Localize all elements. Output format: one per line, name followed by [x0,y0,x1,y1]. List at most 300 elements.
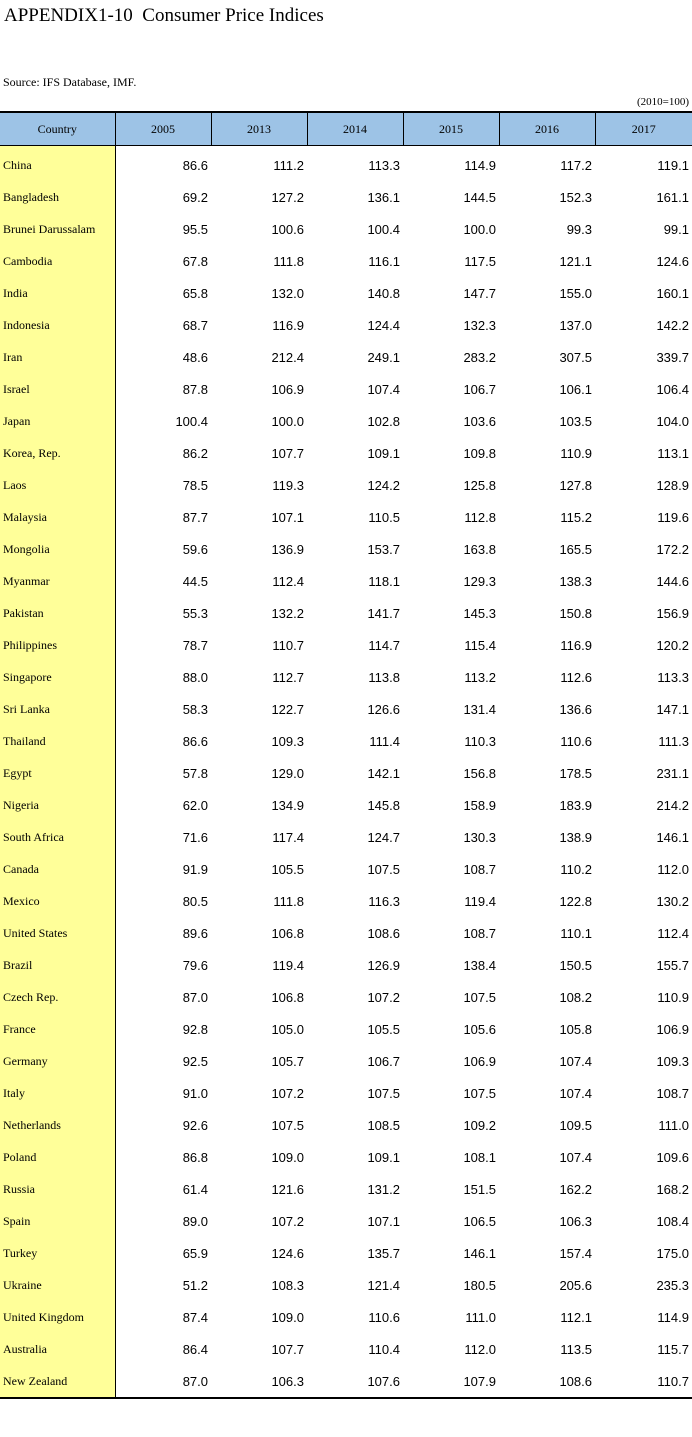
value-cell: 106.9 [463,1053,496,1069]
country-cell: Poland [0,1141,115,1173]
value-cell: 88.0 [182,669,208,685]
table-row [0,501,692,533]
value-cell: 124.2 [367,477,400,493]
value-cell: 283.2 [463,349,496,365]
value-cell: 124.6 [656,253,689,269]
value-cell: 108.7 [463,861,496,877]
value-cell: 89.0 [182,1213,208,1229]
value-cell: 102.8 [367,413,400,429]
header-row [0,112,692,146]
value-cell: 108.2 [559,989,592,1005]
country-cell: China [0,146,115,182]
value-cell: 150.5 [559,957,592,973]
value-cell: 119.3 [272,477,304,493]
table-row [0,1013,692,1045]
country-cell: Philippines [0,629,115,661]
table-row [0,1045,692,1077]
value-cell: 117.4 [272,829,304,845]
value-cell: 106.3 [271,1373,304,1389]
value-cell: 172.2 [656,541,689,557]
value-cell: 118.1 [368,573,400,589]
value-cell: 231.1 [656,765,689,781]
table-row [0,629,692,661]
value-cell: 126.6 [367,701,400,717]
value-cell: 113.2 [464,669,496,685]
value-cell: 155.0 [559,285,592,301]
value-cell: 107.1 [367,1213,400,1229]
value-cell: 110.1 [560,925,592,941]
value-cell: 125.8 [463,477,496,493]
value-cell: 175.0 [656,1245,689,1261]
column-header-2016: 2016 [499,112,595,146]
country-cell: Italy [0,1077,115,1109]
country-cell: Netherlands [0,1109,115,1141]
value-cell: 108.6 [559,1373,592,1389]
value-cell: 156.9 [656,605,689,621]
value-cell: 114.9 [657,1309,689,1325]
value-cell: 114.7 [368,637,400,653]
table-row [0,1333,692,1365]
value-cell: 107.7 [271,445,304,461]
country-cell: South Africa [0,821,115,853]
value-cell: 307.5 [559,349,592,365]
country-cell: New Zealand [0,1365,115,1398]
table-row [0,565,692,597]
value-cell: 107.5 [463,1085,496,1101]
column-header-2017: 2017 [595,112,692,146]
page-title: APPENDIX1-10 Consumer Price Indices [4,5,324,26]
value-cell: 107.2 [271,1213,304,1229]
value-cell: 132.3 [463,317,496,333]
value-cell: 92.6 [182,1117,208,1133]
table-row [0,146,692,182]
column-header-2015: 2015 [403,112,499,146]
table-row [0,757,692,789]
value-cell: 122.8 [559,893,592,909]
country-cell: Russia [0,1173,115,1205]
table-row [0,437,692,469]
value-cell: 109.3 [656,1053,689,1069]
value-cell: 79.6 [182,957,208,973]
country-cell: Malaysia [0,501,115,533]
value-cell: 153.7 [367,541,400,557]
value-cell: 110.6 [368,1309,400,1325]
value-cell: 113.1 [657,445,689,461]
value-cell: 136.9 [271,541,304,557]
value-cell: 106.3 [559,1213,592,1229]
value-cell: 339.7 [656,349,689,365]
value-cell: 87.0 [182,1373,208,1389]
country-cell: Ukraine [0,1269,115,1301]
value-cell: 107.5 [271,1117,304,1133]
value-cell: 116.9 [560,637,592,653]
country-cell: Israel [0,373,115,405]
table-row [0,693,692,725]
value-cell: 163.8 [463,541,496,557]
table-row [0,597,692,629]
value-cell: 108.7 [656,1085,689,1101]
value-cell: 105.8 [559,1021,592,1037]
value-cell: 109.3 [271,733,304,749]
table-row [0,821,692,853]
value-cell: 112.7 [272,669,304,685]
value-cell: 87.0 [182,989,208,1005]
value-cell: 86.6 [182,157,208,173]
value-cell: 146.1 [656,829,689,845]
country-cell: Indonesia [0,309,115,341]
country-cell: Myanmar [0,565,115,597]
value-cell: 161.1 [656,189,689,205]
country-cell: United Kingdom [0,1301,115,1333]
value-cell: 108.3 [271,1277,304,1293]
value-cell: 105.6 [463,1021,496,1037]
value-cell: 110.7 [272,637,304,653]
value-cell: 103.5 [559,413,592,429]
value-cell: 168.2 [656,1181,689,1197]
source-note: Source: IFS Database, IMF. [3,75,137,89]
value-cell: 113.3 [368,157,400,173]
value-cell: 106.7 [463,381,496,397]
value-cell: 127.8 [559,477,592,493]
value-cell: 71.6 [182,829,208,845]
country-cell: Nigeria [0,789,115,821]
value-cell: 107.5 [463,989,496,1005]
value-cell: 126.9 [367,957,400,973]
table-row [0,181,692,213]
value-cell: 144.6 [656,573,689,589]
country-cell: Pakistan [0,597,115,629]
value-cell: 105.7 [271,1053,304,1069]
value-cell: 165.5 [559,541,592,557]
country-cell: Korea, Rep. [0,437,115,469]
value-cell: 132.0 [271,285,304,301]
value-cell: 78.5 [182,477,208,493]
value-cell: 142.2 [656,317,689,333]
value-cell: 130.2 [656,893,689,909]
value-cell: 87.7 [182,509,208,525]
value-cell: 107.4 [559,1085,592,1101]
value-cell: 111.4 [369,733,400,749]
value-cell: 113.3 [657,669,689,685]
value-cell: 110.2 [560,861,592,877]
value-cell: 145.8 [367,797,400,813]
value-cell: 111.0 [658,1117,689,1133]
table-row [0,245,692,277]
country-cell: Germany [0,1045,115,1077]
value-cell: 110.4 [368,1341,400,1357]
table-row [0,725,692,757]
country-cell: India [0,277,115,309]
value-cell: 141.7 [367,605,400,621]
table-row [0,661,692,693]
value-cell: 107.4 [367,381,400,397]
value-cell: 119.6 [657,509,689,525]
value-cell: 105.0 [271,1021,304,1037]
value-cell: 138.4 [463,957,496,973]
value-cell: 109.1 [367,445,400,461]
value-cell: 155.7 [656,957,689,973]
value-cell: 106.8 [271,989,304,1005]
country-cell: Laos [0,469,115,501]
value-cell: 128.9 [656,477,689,493]
value-cell: 112.1 [560,1309,592,1325]
value-cell: 110.6 [560,733,592,749]
value-cell: 121.1 [559,253,592,269]
value-cell: 109.5 [559,1117,592,1133]
value-cell: 107.4 [559,1149,592,1165]
value-cell: 114.9 [464,157,496,173]
value-cell: 147.7 [463,285,496,301]
value-cell: 129.0 [271,765,304,781]
value-cell: 65.8 [182,285,208,301]
country-cell: Brunei Darussalam [0,213,115,245]
value-cell: 106.9 [656,1021,689,1037]
value-cell: 106.8 [271,925,304,941]
value-cell: 108.5 [367,1117,400,1133]
table-body [0,146,692,1399]
value-cell: 156.8 [463,765,496,781]
value-cell: 109.1 [367,1149,400,1165]
value-cell: 111.3 [658,733,689,749]
value-cell: 100.4 [175,413,208,429]
country-cell: Turkey [0,1237,115,1269]
country-cell: Japan [0,405,115,437]
value-cell: 142.1 [367,765,400,781]
value-cell: 61.4 [182,1181,208,1197]
country-cell: Canada [0,853,115,885]
value-cell: 111.8 [273,893,304,909]
value-cell: 116.3 [368,893,400,909]
value-cell: 117.5 [464,253,496,269]
value-cell: 100.0 [463,221,496,237]
value-cell: 111.0 [465,1309,496,1325]
value-cell: 124.4 [367,317,400,333]
value-cell: 107.6 [367,1373,400,1389]
value-cell: 48.6 [182,349,208,365]
value-cell: 147.1 [656,701,689,717]
country-cell: Brazil [0,949,115,981]
value-cell: 107.5 [367,1085,400,1101]
country-cell: Thailand [0,725,115,757]
value-cell: 180.5 [463,1277,496,1293]
value-cell: 115.7 [657,1341,689,1357]
value-cell: 67.8 [182,253,208,269]
value-cell: 109.8 [463,445,496,461]
country-cell: Bangladesh [0,181,115,213]
country-cell: Czech Rep. [0,981,115,1013]
table-row [0,1173,692,1205]
value-cell: 112.8 [464,509,496,525]
table-row [0,1301,692,1333]
table-row [0,1077,692,1109]
value-cell: 212.4 [271,349,304,365]
table-row [0,405,692,437]
value-cell: 111.2 [273,157,304,173]
value-cell: 110.7 [657,1373,689,1389]
table-row [0,309,692,341]
table-row [0,213,692,245]
value-cell: 124.7 [367,829,400,845]
value-cell: 68.7 [182,317,208,333]
cpi-table [0,111,692,1399]
table-row [0,341,692,373]
value-cell: 235.3 [656,1277,689,1293]
value-cell: 112.0 [464,1341,496,1357]
value-cell: 107.2 [367,989,400,1005]
value-cell: 119.4 [464,893,496,909]
country-cell: Singapore [0,661,115,693]
value-cell: 120.2 [656,637,689,653]
table-row [0,1269,692,1301]
value-cell: 80.5 [182,893,208,909]
value-cell: 145.3 [463,605,496,621]
value-cell: 100.6 [271,221,304,237]
value-cell: 112.0 [657,861,689,877]
value-cell: 57.8 [182,765,208,781]
value-cell: 121.6 [271,1181,304,1197]
value-cell: 108.4 [656,1213,689,1229]
value-cell: 119.4 [272,957,304,973]
value-cell: 107.9 [463,1373,496,1389]
value-cell: 134.9 [271,797,304,813]
value-cell: 130.3 [463,829,496,845]
value-cell: 135.7 [367,1245,400,1261]
value-cell: 106.7 [367,1053,400,1069]
value-cell: 160.1 [656,285,689,301]
column-header-2013: 2013 [211,112,307,146]
table-row [0,1237,692,1269]
unit-note: (2010=100) [636,96,689,108]
value-cell: 115.4 [464,637,496,653]
table-row [0,1205,692,1237]
value-cell: 151.5 [463,1181,496,1197]
table-row [0,277,692,309]
value-cell: 112.4 [657,925,689,941]
value-cell: 106.1 [559,381,592,397]
value-cell: 121.4 [367,1277,400,1293]
column-header-2014: 2014 [307,112,403,146]
value-cell: 178.5 [559,765,592,781]
value-cell: 138.9 [559,829,592,845]
value-cell: 91.9 [182,861,208,877]
value-cell: 138.3 [559,573,592,589]
value-cell: 214.2 [656,797,689,813]
table-row [0,949,692,981]
value-cell: 86.4 [182,1341,208,1357]
value-cell: 109.0 [271,1309,304,1325]
table-row [0,789,692,821]
value-cell: 99.3 [566,221,592,237]
value-cell: 109.6 [656,1149,689,1165]
value-cell: 146.1 [463,1245,496,1261]
table-row [0,1141,692,1173]
value-cell: 44.5 [182,573,208,589]
value-cell: 117.2 [560,157,592,173]
value-cell: 55.3 [182,605,208,621]
value-cell: 115.2 [560,509,592,525]
value-cell: 78.7 [182,637,208,653]
value-cell: 131.4 [463,701,496,717]
value-cell: 183.9 [559,797,592,813]
value-cell: 158.9 [463,797,496,813]
value-cell: 157.4 [559,1245,592,1261]
value-cell: 107.5 [367,861,400,877]
column-header-country: Country [0,112,115,146]
value-cell: 113.5 [560,1341,592,1357]
value-cell: 62.0 [182,797,208,813]
value-cell: 124.6 [271,1245,304,1261]
value-cell: 104.0 [656,413,689,429]
value-cell: 116.9 [272,317,304,333]
country-cell: Mexico [0,885,115,917]
value-cell: 65.9 [182,1245,208,1261]
value-cell: 86.6 [182,733,208,749]
value-cell: 109.0 [271,1149,304,1165]
value-cell: 249.1 [367,349,400,365]
value-cell: 110.9 [560,445,592,461]
country-cell: Sri Lanka [0,693,115,725]
value-cell: 136.1 [367,189,400,205]
value-cell: 87.8 [182,381,208,397]
value-cell: 112.4 [272,573,304,589]
value-cell: 59.6 [182,541,208,557]
value-cell: 106.9 [271,381,304,397]
value-cell: 109.2 [463,1117,496,1133]
value-cell: 110.5 [368,509,400,525]
value-cell: 132.2 [271,605,304,621]
table-row [0,1109,692,1141]
value-cell: 144.5 [463,189,496,205]
value-cell: 92.8 [182,1021,208,1037]
value-cell: 86.8 [182,1149,208,1165]
value-cell: 92.5 [182,1053,208,1069]
value-cell: 112.6 [560,669,592,685]
value-cell: 113.8 [368,669,400,685]
value-cell: 150.8 [559,605,592,621]
value-cell: 110.9 [657,989,689,1005]
value-cell: 105.5 [367,1021,400,1037]
value-cell: 87.4 [182,1309,208,1325]
value-cell: 108.7 [463,925,496,941]
value-cell: 107.4 [559,1053,592,1069]
value-cell: 69.2 [182,189,208,205]
value-cell: 152.3 [559,189,592,205]
value-cell: 111.8 [273,253,304,269]
value-cell: 91.0 [182,1085,208,1101]
country-cell: United States [0,917,115,949]
value-cell: 107.1 [271,509,304,525]
value-cell: 103.6 [463,413,496,429]
value-cell: 110.3 [464,733,496,749]
value-cell: 129.3 [463,573,496,589]
value-cell: 140.8 [367,285,400,301]
value-cell: 51.2 [182,1277,208,1293]
value-cell: 100.4 [367,221,400,237]
value-cell: 107.7 [271,1341,304,1357]
value-cell: 99.1 [663,221,689,237]
value-cell: 58.3 [182,701,208,717]
value-cell: 105.5 [271,861,304,877]
value-cell: 95.5 [182,221,208,237]
country-cell: Spain [0,1205,115,1237]
table-row [0,981,692,1013]
country-cell: Cambodia [0,245,115,277]
value-cell: 106.4 [656,381,689,397]
table-row [0,1365,692,1398]
value-cell: 106.5 [463,1213,496,1229]
value-cell: 89.6 [182,925,208,941]
value-cell: 127.2 [271,189,304,205]
